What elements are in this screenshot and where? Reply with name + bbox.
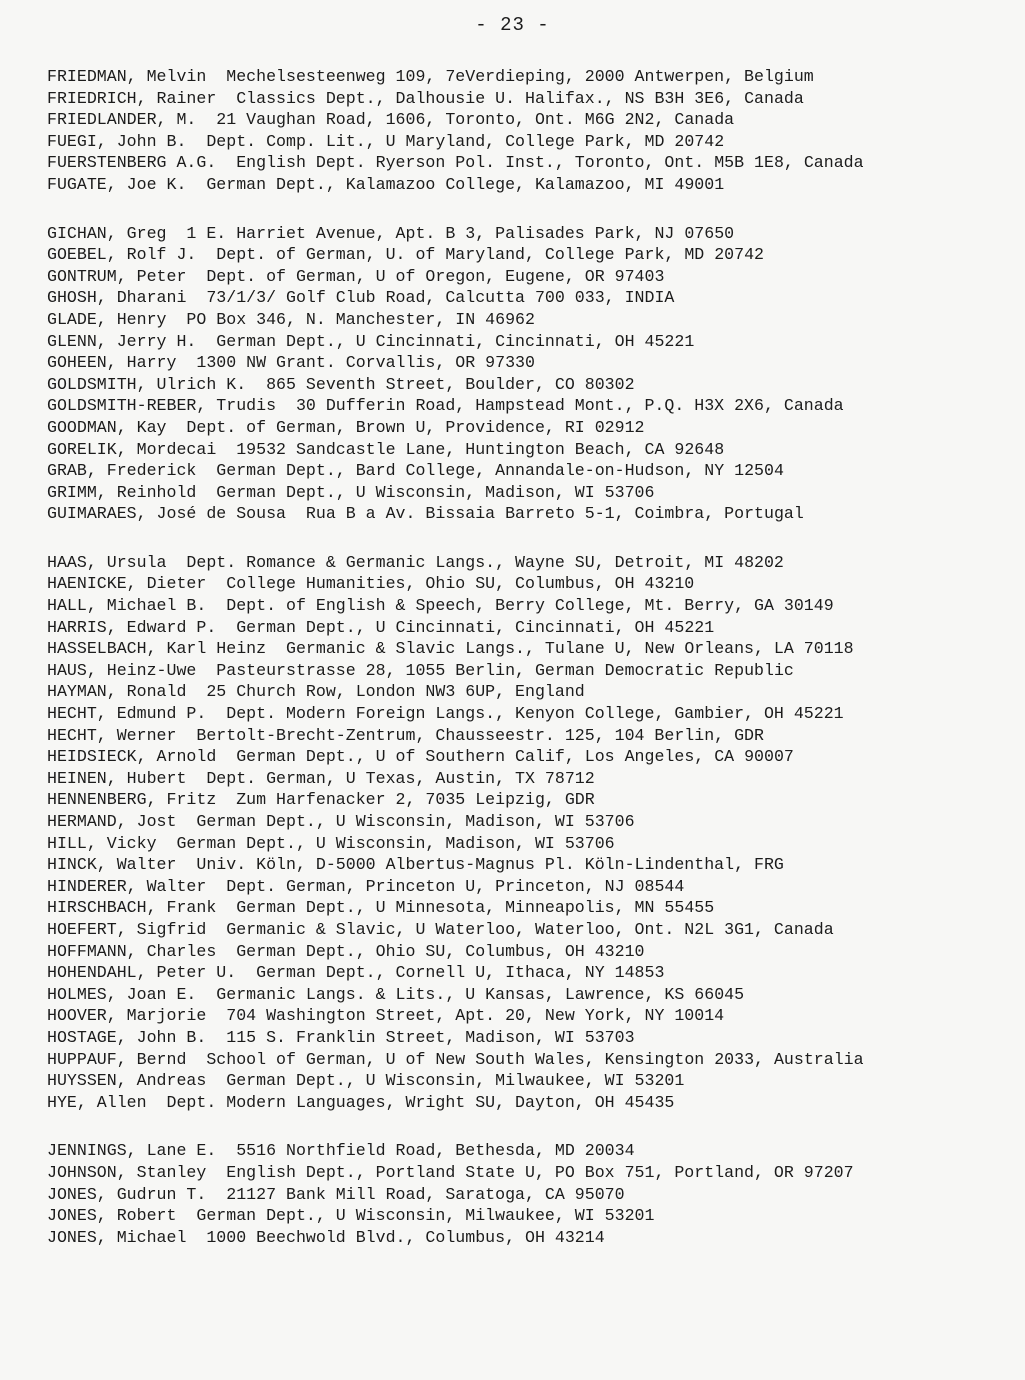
member-address: 1300 NW Grant. Corvallis, OR 97330 [196, 353, 535, 373]
directory-entry [47, 1162, 1007, 1184]
member-address: English Dept. Ryerson Pol. Inst., Toronto, Ont. M5B 1E8, Canada [236, 153, 864, 173]
member-address: Dept. of German, U. of Maryland, College Park, MD 20742 [216, 245, 764, 265]
directory-entry [47, 395, 1007, 417]
directory-entry [47, 1140, 1007, 1162]
page-number: - 23 - [475, 14, 550, 36]
member-address: Germanic Langs. & Lits., U Kansas, Lawrence, KS 66045 [216, 984, 745, 1004]
member-name: HASSELBACH, Karl Heinz [47, 639, 267, 659]
member-name: HARRIS, Edward P. [47, 617, 217, 637]
letter-group [47, 552, 1007, 1113]
member-name: HEIDSIECK, Arnold [47, 747, 217, 767]
member-name: HINCK, Walter [47, 855, 177, 875]
member-name: JONES, Michael [47, 1227, 187, 1247]
member-name: HAYMAN, Ronald [47, 682, 187, 702]
directory-entry [47, 876, 1007, 898]
member-address: German Dept., U of Southern Calif, Los Angeles, CA 90007 [236, 747, 794, 767]
directory-entry [47, 638, 1007, 660]
directory-entry [47, 109, 1007, 131]
letter-group [47, 1140, 1007, 1248]
member-address: 30 Dufferin Road, Hampstead Mont., P.Q. H3X 2X6, Canada [295, 396, 844, 416]
member-address: Zum Harfenacker 2, 7035 Leipzig, GDR [236, 790, 595, 810]
member-address: Germanic & Slavic Langs., Tulane U, New Orleans, LA 70118 [286, 639, 854, 659]
member-name: HUPPAUF, Bernd [47, 1049, 187, 1069]
member-address: Germanic & Slavic, U Waterloo, Waterloo, Ont. N2L 3G1, Canada [226, 919, 834, 939]
directory-entry [47, 681, 1007, 703]
member-address: German Dept., U Cincinnati, Cincinnati, OH 45221 [236, 617, 715, 637]
member-address: Dept. German, Princeton U, Princeton, NJ 08544 [226, 876, 685, 896]
member-address: Pasteurstrasse 28, 1055 Berlin, German Democratic Republic [216, 660, 794, 680]
member-address: 25 Church Row, London NW3 6UP, England [206, 682, 585, 702]
member-address: 704 Washington Street, Apt. 20, New York, NY 10014 [226, 1006, 725, 1026]
member-name: JONES, Robert [47, 1206, 177, 1226]
member-address: Classics Dept., Dalhousie U. Halifax., NS B3H 3E6, Canada [236, 88, 804, 108]
member-name: HAAS, Ursula [47, 552, 167, 572]
member-name: FRIEDLANDER, M. [47, 110, 197, 130]
member-name: HENNENBERG, Fritz [47, 790, 217, 810]
directory-entry [47, 919, 1007, 941]
directory-entry [47, 352, 1007, 374]
member-address: Dept. German, U Texas, Austin, TX 78712 [206, 768, 595, 788]
member-address: German Dept., U Cincinnati, Cincinnati, OH 45221 [216, 331, 695, 351]
member-address: Univ. Köln, D-5000 Albertus-Magnus Pl. Köln-Lindenthal, FRG [196, 855, 784, 875]
member-address: 5516 Northfield Road, Bethesda, MD 20034 [236, 1141, 635, 1161]
member-address: Dept. of English & Speech, Berry College, Mt. Berry, GA 30149 [226, 596, 834, 616]
member-name: HILL, Vicky [47, 833, 157, 853]
member-address: German Dept., U Wisconsin, Milwaukee, WI 53201 [226, 1071, 685, 1091]
directory-entry [47, 595, 1007, 617]
directory-entry [47, 309, 1007, 331]
directory-entry [47, 1049, 1007, 1071]
member-address: Bertolt-Brecht-Zentrum, Chausseestr. 125, 104 Berlin, GDR [196, 725, 764, 745]
member-address: Dept. Romance & Germanic Langs., Wayne SU, Detroit, MI 48202 [186, 552, 784, 572]
directory-entry [47, 287, 1007, 309]
member-name: HOEFERT, Sigfrid [47, 919, 207, 939]
member-name: HECHT, Werner [47, 725, 177, 745]
member-address: Rua B a Av. Bissaia Barreto 5-1, Coimbra, Portugal [305, 504, 804, 524]
member-address: English Dept., Portland State U, PO Box 751, Portland, OR 97207 [226, 1162, 854, 1182]
member-name: JONES, Gudrun T. [47, 1184, 207, 1204]
member-address: Dept. Modern Languages, Wright SU, Dayton, OH 45435 [166, 1092, 675, 1112]
member-name: GOLDSMITH, Ulrich K. [47, 374, 247, 394]
letter-group [47, 66, 1007, 196]
member-name: GRIMM, Reinhold [47, 482, 197, 502]
directory-entry [47, 768, 1007, 790]
member-address: Dept. Modern Foreign Langs., Kenyon College, Gambier, OH 45221 [226, 704, 844, 724]
member-address: 21 Vaughan Road, 1606, Toronto, Ont. M6G 2N2, Canada [216, 110, 735, 130]
member-name: HUYSSEN, Andreas [47, 1071, 207, 1091]
directory-entry [47, 331, 1007, 353]
member-name: HIRSCHBACH, Frank [47, 898, 217, 918]
directory-entry [47, 1027, 1007, 1049]
member-name: FUERSTENBERG A.G. [47, 153, 217, 173]
directory-entry [47, 897, 1007, 919]
directory-entry [47, 746, 1007, 768]
member-address: German Dept., U Wisconsin, Milwaukee, WI 53201 [196, 1206, 655, 1226]
member-name: JENNINGS, Lane E. [47, 1141, 217, 1161]
directory-entry [47, 1205, 1007, 1227]
member-address: Dept. of German, U of Oregon, Eugene, OR 97403 [206, 266, 665, 286]
member-address: German Dept., U Wisconsin, Madison, WI 53706 [176, 833, 615, 853]
member-name: JOHNSON, Stanley [47, 1162, 207, 1182]
member-address: 19532 Sandcastle Lane, Huntington Beach, CA 92648 [236, 439, 725, 459]
member-name: GRAB, Frederick [47, 461, 197, 481]
directory-entry [47, 174, 1007, 196]
directory-entry [47, 833, 1007, 855]
directory-entry [47, 552, 1007, 574]
member-address: German Dept., U Minnesota, Minneapolis, MN 55455 [236, 898, 715, 918]
member-name: HAUS, Heinz-Uwe [47, 660, 197, 680]
member-name: GUIMARAES, José de Sousa [47, 504, 286, 524]
member-address: School of German, U of New South Wales, Kensington 2033, Australia [206, 1049, 864, 1069]
directory-entry [47, 984, 1007, 1006]
member-name: GICHAN, Greg [47, 223, 167, 243]
member-address: 1000 Beechwold Blvd., Columbus, OH 43214 [206, 1227, 605, 1247]
member-name: FUEGI, John B. [47, 131, 187, 151]
directory-entry [47, 503, 1007, 525]
member-name: GOEBEL, Rolf J. [47, 245, 197, 265]
directory-entry [47, 725, 1007, 747]
directory-entry [47, 223, 1007, 245]
member-address: 1 E. Harriet Avenue, Apt. B 3, Palisades Park, NJ 07650 [186, 223, 735, 243]
member-name: HYE, Allen [47, 1092, 147, 1112]
directory-entry [47, 1070, 1007, 1092]
directory-entry [47, 941, 1007, 963]
member-name: HOOVER, Marjorie [47, 1006, 207, 1026]
member-address: 73/1/3/ Golf Club Road, Calcutta 700 033, INDIA [206, 288, 675, 308]
member-name: HECHT, Edmund P. [47, 704, 207, 724]
member-name: HOSTAGE, John B. [47, 1027, 207, 1047]
directory-entry [47, 617, 1007, 639]
directory-entry [47, 573, 1007, 595]
member-name: FRIEDMAN, Melvin [47, 67, 207, 86]
member-name: HALL, Michael B. [47, 596, 207, 616]
directory-entry [47, 811, 1007, 833]
member-address: German Dept., Kalamazoo College, Kalamazoo, MI 49001 [206, 174, 725, 194]
directory-entry [47, 460, 1007, 482]
directory-entry [47, 266, 1007, 288]
member-address: 865 Seventh Street, Boulder, CO 80302 [266, 374, 635, 394]
member-name: HOLMES, Joan E. [47, 984, 197, 1004]
member-address: Dept. of German, Brown U, Providence, RI 02912 [186, 417, 645, 437]
member-directory [47, 66, 1007, 1248]
member-name: GLADE, Henry [47, 309, 167, 329]
member-address: German Dept., Ohio SU, Columbus, OH 43210 [236, 941, 645, 961]
member-name: GHOSH, Dharani [47, 288, 187, 308]
member-name: GOHEEN, Harry [47, 353, 177, 373]
member-address: German Dept., Bard College, Annandale-on-Hudson, NY 12504 [216, 461, 784, 481]
directory-entry [47, 374, 1007, 396]
member-name: GOLDSMITH-REBER, Trudis [47, 396, 277, 416]
member-name: HERMAND, Jost [47, 812, 177, 831]
directory-entry [47, 1092, 1007, 1114]
directory-entry [47, 88, 1007, 110]
directory-entry [47, 1227, 1007, 1249]
member-name: HOHENDAHL, Peter U. [47, 963, 237, 983]
directory-entry [47, 482, 1007, 504]
member-address: 115 S. Franklin Street, Madison, WI 53703 [226, 1027, 635, 1047]
member-name: FRIEDRICH, Rainer [47, 88, 217, 108]
member-name: GLENN, Jerry H. [47, 331, 197, 351]
member-name: GORELIK, Mordecai [47, 439, 217, 459]
directory-entry [47, 131, 1007, 153]
member-address: PO Box 346, N. Manchester, IN 46962 [186, 309, 535, 329]
directory-entry [47, 1184, 1007, 1206]
directory-entry [47, 789, 1007, 811]
member-name: HINDERER, Walter [47, 876, 207, 896]
member-address: German Dept., U Wisconsin, Madison, WI 53706 [196, 812, 635, 831]
member-name: HAENICKE, Dieter [47, 574, 207, 594]
directory-entry [47, 417, 1007, 439]
directory-entry [47, 439, 1007, 461]
directory-entry [47, 660, 1007, 682]
letter-group [47, 223, 1007, 525]
member-name: GOODMAN, Kay [47, 417, 167, 437]
member-name: HEINEN, Hubert [47, 768, 187, 788]
member-address: Dept. Comp. Lit., U Maryland, College Park, MD 20742 [206, 131, 725, 151]
member-name: GONTRUM, Peter [47, 266, 187, 286]
directory-entry [47, 66, 1007, 88]
directory-entry [47, 854, 1007, 876]
directory-entry [47, 703, 1007, 725]
directory-entry [47, 152, 1007, 174]
member-name: HOFFMANN, Charles [47, 941, 217, 961]
member-address: German Dept., Cornell U, Ithaca, NY 14853 [256, 963, 665, 983]
member-address: German Dept., U Wisconsin, Madison, WI 53706 [216, 482, 655, 502]
directory-entry [47, 244, 1007, 266]
directory-entry [47, 962, 1007, 984]
member-address: Mechelsesteenweg 109, 7eVerdieping, 2000 Antwerpen, Belgium [226, 67, 814, 86]
member-address: 21127 Bank Mill Road, Saratoga, CA 95070 [226, 1184, 625, 1204]
member-name: FUGATE, Joe K. [47, 174, 187, 194]
member-address: College Humanities, Ohio SU, Columbus, OH 43210 [226, 574, 695, 594]
directory-entry [47, 1005, 1007, 1027]
